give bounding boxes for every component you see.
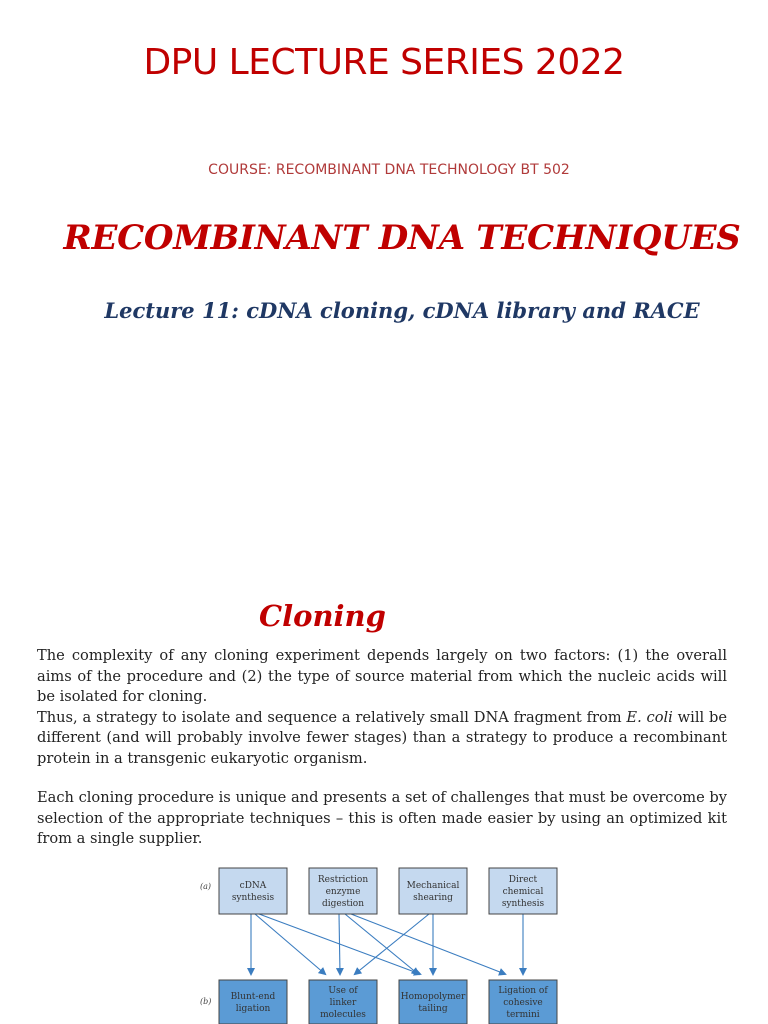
lecture-title: Lecture 11: cDNA cloning, cDNA library and RACE	[104, 298, 700, 323]
flow-arrow-2	[255, 914, 325, 974]
source-box-label: digestion	[321, 899, 365, 909]
cloning-strategy-diagram	[0, 858, 768, 1024]
source-box-rect	[399, 868, 467, 914]
source-box-rect	[219, 868, 287, 914]
flow-arrow-5	[345, 914, 418, 974]
method-box-label: Homopolymer	[400, 992, 466, 1002]
method-box-label: tailing	[418, 1004, 448, 1014]
paragraph-1-intro: The complexity of any cloning experiment depends largely on two factors: (1) the overall aims of the procedure and (2) the type of source material from which the nucleic acids will be isolated for cloning.	[37, 647, 727, 705]
method-box-label: linker	[329, 998, 357, 1008]
paragraph-1	[37, 646, 727, 769]
thus-after-text: will be different (and will probably involve fewer stages) than a strategy to produce a recombinant protein in a transgenic eukaryotic organism.	[37, 708, 727, 767]
source-box-label: Direct	[508, 875, 538, 885]
method-box-rect	[219, 980, 287, 1024]
flow-arrow-7	[355, 914, 429, 974]
source-box-2	[309, 868, 377, 914]
flow-arrow-6	[351, 914, 505, 974]
method-box-3	[399, 980, 467, 1024]
source-box-label: enzyme	[325, 887, 361, 897]
method-box-label: Ligation of	[498, 986, 548, 996]
method-box-2	[309, 980, 377, 1024]
organism-name: E. coli	[626, 708, 673, 726]
cloning-heading: Cloning	[259, 599, 386, 633]
method-box-label: cohesive	[503, 998, 543, 1008]
source-box-label: Restriction	[317, 875, 369, 885]
method-box-label: termini	[506, 1010, 540, 1020]
source-box-label: chemical	[502, 887, 544, 897]
method-box-4	[489, 980, 557, 1024]
source-box-1	[219, 868, 287, 914]
source-box-label: synthesis	[501, 899, 545, 909]
method-box-label: molecules	[320, 1010, 366, 1020]
method-box-label: ligation	[235, 1004, 271, 1014]
method-box-label: Use of	[328, 986, 358, 996]
method-box-1	[219, 980, 287, 1024]
thus-before-text: Thus, a strategy to isolate and sequence a relatively small DNA fragment from	[37, 708, 627, 726]
main-title: RECOMBINANT DNA TECHNIQUES	[63, 218, 741, 258]
source-box-label: synthesis	[231, 893, 275, 903]
row-a-label: (a)	[200, 882, 212, 891]
course-subtitle: COURSE: RECOMBINANT DNA TECHNOLOGY BT 502	[208, 162, 570, 178]
series-title: DPU LECTURE SERIES 2022	[143, 42, 625, 83]
method-box-label: Blunt-end	[230, 992, 276, 1002]
flow-arrow-4	[339, 914, 340, 974]
method-box-rect	[399, 980, 467, 1024]
source-box-label: cDNA	[239, 881, 267, 891]
source-box-4	[489, 868, 557, 914]
paragraph-1-thus	[37, 708, 727, 770]
source-box-label: shearing	[413, 893, 453, 903]
source-box-label: Mechanical	[406, 881, 460, 891]
source-box-3	[399, 868, 467, 914]
paragraph-2: Each cloning procedure is unique and presents a set of challenges that must be overcome by selection of the appropriate techniques – this is often made easier by using an optimized kit from a single supplier.	[37, 789, 727, 847]
row-b-label: (b)	[200, 997, 212, 1006]
